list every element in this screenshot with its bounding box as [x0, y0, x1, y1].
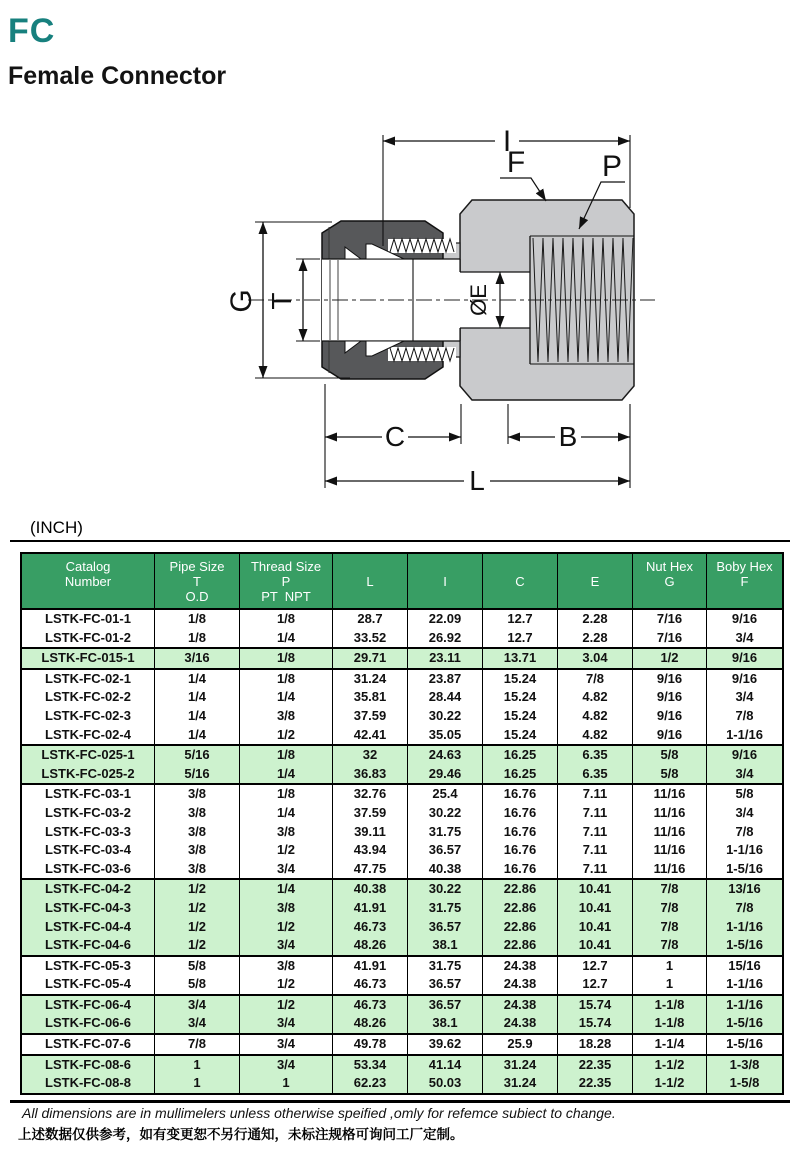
table-cell: 15.74 — [558, 1014, 633, 1033]
table-cell: 1-5/16 — [726, 860, 763, 876]
page-title: FC — [8, 12, 56, 50]
connector-diagram — [215, 110, 665, 520]
footer-note-chinese: 上述数据仅供参考，如有变更恕不另行通知，未标注规格可询问工厂定制。 — [18, 1127, 464, 1142]
table-cell: 36.57 — [408, 841, 483, 860]
table-cell: 15/16 — [728, 957, 761, 973]
table-cell: 1/2 — [155, 899, 240, 918]
table-row — [22, 726, 782, 745]
table-row — [22, 996, 782, 1015]
table-body — [22, 610, 782, 1093]
table-cell: 38.1 — [408, 1014, 483, 1033]
table-cell: 13/16 — [728, 881, 761, 897]
table-cell: 1 — [633, 957, 707, 976]
table-cell: 46.73 — [333, 918, 408, 937]
table-cell: 48.26 — [333, 936, 408, 955]
table-cell: 31.24 — [333, 670, 408, 689]
table-cell: 36.57 — [408, 975, 483, 994]
table-cell: 7/8 — [558, 670, 633, 689]
table-cell: 32 — [333, 746, 408, 765]
footer-note-english: All dimensions are in mullimelers unless otherwise speified ,omly for refemce subiect to change. — [22, 1105, 616, 1121]
table-cell: 22.09 — [408, 610, 483, 629]
table-cell: 40.38 — [333, 880, 408, 899]
table-row — [22, 957, 782, 976]
table-cell: 1 — [240, 1074, 333, 1093]
table-cell: 22.86 — [483, 936, 558, 955]
table-cell: 46.73 — [333, 996, 408, 1015]
table-cell: 5/16 — [155, 765, 240, 784]
table-cell: LSTK-FC-04-4 — [22, 918, 155, 937]
table-cell: 62.23 — [333, 1074, 408, 1093]
unit-label: (INCH) — [30, 518, 83, 537]
table-cell: 1 — [155, 1074, 240, 1093]
table-cell: 2.28 — [558, 629, 633, 648]
table-cell: 5/8 — [633, 765, 707, 784]
table-row — [22, 649, 782, 668]
table-row — [22, 841, 782, 860]
table-cell: 1/2 — [155, 936, 240, 955]
dim-label-B: B — [558, 421, 578, 452]
table-cell: 7/8 — [633, 918, 707, 937]
table-row — [22, 918, 782, 937]
table-row — [22, 804, 782, 823]
table-cell: 53.34 — [333, 1056, 408, 1075]
table-cell: 24.38 — [483, 1014, 558, 1033]
table-cell: 1-1/16 — [726, 918, 763, 934]
table-cell: 1/4 — [240, 880, 333, 899]
table-cell: 39.62 — [408, 1035, 483, 1054]
table-cell: 49.78 — [333, 1035, 408, 1054]
table-cell: 35.05 — [408, 726, 483, 745]
table-cell: 7.11 — [558, 841, 633, 860]
table-cell: 5/8 — [633, 746, 707, 765]
table-cell: 9/16 — [731, 611, 758, 626]
table-cell: 36.57 — [408, 996, 483, 1015]
table-cell: 7/8 — [155, 1035, 240, 1054]
table-cell: 16.25 — [483, 765, 558, 784]
table-cell: 10.41 — [558, 936, 633, 955]
table-cell: 16.25 — [483, 746, 558, 765]
table-cell: 7.11 — [558, 823, 633, 842]
table-cell: 7.11 — [558, 860, 633, 879]
table-cell: 32.76 — [333, 785, 408, 804]
table-cell: 40.38 — [408, 860, 483, 879]
table-cell: 24.38 — [483, 975, 558, 994]
table-cell: 1/2 — [240, 841, 333, 860]
table-cell: 16.76 — [483, 823, 558, 842]
row-group — [22, 785, 782, 880]
column-header: I — [408, 554, 483, 608]
table-cell: 1-1/16 — [726, 996, 763, 1012]
table-cell: 15.24 — [483, 688, 558, 707]
dim-label-P: P — [601, 150, 623, 183]
table-cell: 26.92 — [408, 629, 483, 648]
table-cell: 16.76 — [483, 785, 558, 804]
table-cell: 6.35 — [558, 746, 633, 765]
table-cell: 1/2 — [240, 918, 333, 937]
dim-label-C: C — [384, 421, 406, 452]
table-cell: 9/16 — [633, 670, 707, 689]
table-cell: 36.57 — [408, 918, 483, 937]
row-group — [22, 1056, 782, 1093]
table-cell: 31.24 — [483, 1074, 558, 1093]
dim-label-G: G — [225, 289, 258, 313]
table-cell: 11/16 — [633, 804, 707, 823]
table-cell: 1/8 — [240, 649, 333, 668]
table-cell: 29.46 — [408, 765, 483, 784]
table-row — [22, 785, 782, 804]
table-cell: LSTK-FC-015-1 — [22, 649, 155, 668]
table-cell: 3/8 — [240, 707, 333, 726]
table-row — [22, 823, 782, 842]
table-cell: 4.82 — [558, 688, 633, 707]
table-cell: 18.28 — [558, 1035, 633, 1054]
table-cell: 37.59 — [333, 707, 408, 726]
table-cell: 1/4 — [155, 688, 240, 707]
table-cell: 3/4 — [240, 1035, 333, 1054]
dim-label-E: ØE — [466, 284, 491, 316]
table-cell: LSTK-FC-025-2 — [22, 765, 155, 784]
table-cell: 25.4 — [408, 785, 483, 804]
table-cell: 31.75 — [408, 823, 483, 842]
table-cell: 1/8 — [240, 670, 333, 689]
table-header-row — [22, 554, 782, 610]
table-cell: 30.22 — [408, 804, 483, 823]
table-cell: 24.38 — [483, 996, 558, 1015]
column-header: C — [483, 554, 558, 608]
table-row — [22, 688, 782, 707]
table-cell: 13.71 — [483, 649, 558, 668]
table-cell: 42.41 — [333, 726, 408, 745]
table-cell: 1/8 — [155, 610, 240, 629]
table-cell: LSTK-FC-04-3 — [22, 899, 155, 918]
table-cell: 1-1/8 — [633, 1014, 707, 1033]
table-cell: 3/8 — [240, 823, 333, 842]
table-cell: LSTK-FC-08-6 — [22, 1056, 155, 1075]
row-group — [22, 649, 782, 670]
table-cell: 16.76 — [483, 804, 558, 823]
table-cell: 1/2 — [155, 880, 240, 899]
table-cell: 1/4 — [240, 688, 333, 707]
row-group — [22, 880, 782, 956]
table-cell: 1-5/16 — [726, 937, 763, 953]
table-cell: 7/8 — [633, 936, 707, 955]
table-cell: 25.9 — [483, 1035, 558, 1054]
table-cell: 35.81 — [333, 688, 408, 707]
table-cell: 16.76 — [483, 860, 558, 879]
table-cell: 1-3/8 — [729, 1056, 760, 1072]
column-header: Boby Hex F — [716, 559, 773, 589]
table-cell: 3/8 — [155, 860, 240, 879]
table-cell: 4.82 — [558, 707, 633, 726]
dim-label-I: I — [502, 125, 512, 158]
table-cell: 43.94 — [333, 841, 408, 860]
table-row — [22, 936, 782, 955]
table-cell: 1 — [155, 1056, 240, 1075]
table-cell: 7.11 — [558, 785, 633, 804]
table-cell: LSTK-FC-03-2 — [22, 804, 155, 823]
column-header: L — [333, 554, 408, 608]
table-cell: 3/8 — [155, 823, 240, 842]
table-cell: 7/16 — [633, 610, 707, 629]
table-cell: 2.28 — [558, 610, 633, 629]
table-cell: 29.71 — [333, 649, 408, 668]
table-cell: 22.86 — [483, 880, 558, 899]
table-cell: 7/8 — [735, 707, 754, 723]
table-cell: 3/8 — [240, 899, 333, 918]
row-group — [22, 670, 782, 746]
table-cell: 1/4 — [155, 726, 240, 745]
spec-table — [20, 552, 784, 1095]
row-group — [22, 996, 782, 1035]
table-cell: 16.76 — [483, 841, 558, 860]
table-cell: 15.24 — [483, 726, 558, 745]
table-cell: LSTK-FC-03-1 — [22, 785, 155, 804]
table-cell: 1/4 — [155, 707, 240, 726]
table-cell: 31.75 — [408, 899, 483, 918]
table-cell: 3.04 — [558, 649, 633, 668]
table-cell: 1/8 — [240, 746, 333, 765]
table-cell: 22.35 — [558, 1074, 633, 1093]
table-cell: 3/4 — [240, 860, 333, 879]
table-cell: LSTK-FC-02-1 — [22, 670, 155, 689]
table-cell: 3/16 — [155, 649, 240, 668]
table-cell: LSTK-FC-05-3 — [22, 957, 155, 976]
table-row — [22, 746, 782, 765]
table-cell: 3/8 — [155, 841, 240, 860]
table-cell: 9/16 — [731, 670, 758, 686]
table-cell: 7/8 — [735, 823, 754, 839]
table-row — [22, 1014, 782, 1033]
table-cell: 3/4 — [735, 629, 754, 645]
table-cell: 3/4 — [240, 1014, 333, 1033]
table-cell: 1-1/16 — [726, 976, 763, 992]
table-cell: 9/16 — [633, 707, 707, 726]
table-cell: 1-5/8 — [729, 1075, 760, 1091]
dim-label-F: F — [506, 146, 526, 179]
column-header: Catalog Number — [22, 554, 155, 608]
table-cell: 15.24 — [483, 670, 558, 689]
column-header: E — [558, 554, 633, 608]
divider-top — [10, 540, 790, 542]
table-cell: 1/8 — [155, 629, 240, 648]
table-cell: 12.7 — [558, 957, 633, 976]
table-cell: LSTK-FC-06-4 — [22, 996, 155, 1015]
table-cell: 1/2 — [240, 975, 333, 994]
row-group — [22, 1035, 782, 1056]
table-cell: 1-5/16 — [726, 1036, 763, 1052]
table-cell: 3/8 — [240, 957, 333, 976]
table-cell: 3/4 — [155, 1014, 240, 1033]
table-cell: LSTK-FC-03-3 — [22, 823, 155, 842]
table-cell: 11/16 — [633, 841, 707, 860]
table-cell: 11/16 — [633, 823, 707, 842]
table-cell: LSTK-FC-02-2 — [22, 688, 155, 707]
table-cell: 12.7 — [483, 629, 558, 648]
table-cell: 12.7 — [483, 610, 558, 629]
table-cell: LSTK-FC-01-1 — [22, 610, 155, 629]
table-cell: 3/8 — [155, 785, 240, 804]
table-row — [22, 670, 782, 689]
table-cell: 9/16 — [633, 688, 707, 707]
table-cell: 31.75 — [408, 957, 483, 976]
table-cell: 47.75 — [333, 860, 408, 879]
table-cell: 3/4 — [240, 936, 333, 955]
divider-bottom — [10, 1100, 790, 1103]
table-cell: 3/4 — [735, 689, 754, 705]
column-header: Pipe Size T O.D — [155, 554, 240, 608]
table-cell: 1/4 — [155, 670, 240, 689]
table-cell: 50.03 — [408, 1074, 483, 1093]
table-cell: LSTK-FC-03-6 — [22, 860, 155, 879]
table-cell: LSTK-FC-07-6 — [22, 1035, 155, 1054]
table-cell: 5/16 — [155, 746, 240, 765]
table-cell: 24.38 — [483, 957, 558, 976]
table-row — [22, 975, 782, 994]
column-header: Thread Size P PT NPT — [240, 554, 333, 608]
table-cell: 5/8 — [155, 957, 240, 976]
table-cell: LSTK-FC-03-4 — [22, 841, 155, 860]
table-cell: LSTK-FC-05-4 — [22, 975, 155, 994]
table-cell: LSTK-FC-01-2 — [22, 629, 155, 648]
table-cell: 41.91 — [333, 957, 408, 976]
table-cell: 1-1/16 — [726, 842, 763, 858]
table-cell: 7/16 — [633, 629, 707, 648]
table-cell: 5/8 — [155, 975, 240, 994]
table-cell: 12.7 — [558, 975, 633, 994]
table-row — [22, 610, 782, 629]
table-cell: 23.11 — [408, 649, 483, 668]
table-row — [22, 899, 782, 918]
table-cell: 1-1/4 — [633, 1035, 707, 1054]
table-cell: 1-1/8 — [633, 996, 707, 1015]
table-cell: 1-1/16 — [726, 726, 763, 742]
table-cell: 1/8 — [240, 610, 333, 629]
table-cell: 28.7 — [333, 610, 408, 629]
table-cell: 30.22 — [408, 880, 483, 899]
table-cell: 1/2 — [155, 918, 240, 937]
table-cell: 10.41 — [558, 880, 633, 899]
table-cell: LSTK-FC-04-6 — [22, 936, 155, 955]
table-cell: 9/16 — [731, 650, 758, 666]
table-cell: 9/16 — [633, 726, 707, 745]
table-cell: 7/8 — [633, 880, 707, 899]
table-cell: 37.59 — [333, 804, 408, 823]
table-row — [22, 880, 782, 899]
table-cell: LSTK-FC-08-8 — [22, 1074, 155, 1093]
dim-label-T: T — [266, 292, 297, 310]
table-cell: 33.52 — [333, 629, 408, 648]
table-cell: 22.86 — [483, 918, 558, 937]
table-cell: 1-1/2 — [633, 1074, 707, 1093]
table-cell: 46.73 — [333, 975, 408, 994]
table-cell: 30.22 — [408, 707, 483, 726]
table-cell: 10.41 — [558, 899, 633, 918]
table-cell: 1/2 — [240, 726, 333, 745]
table-cell: 1/4 — [240, 804, 333, 823]
table-row — [22, 1035, 782, 1054]
table-cell: LSTK-FC-02-4 — [22, 726, 155, 745]
table-cell: 22.35 — [558, 1056, 633, 1075]
table-cell: 1/2 — [633, 649, 707, 668]
table-cell: 39.11 — [333, 823, 408, 842]
table-cell: 1-1/2 — [633, 1056, 707, 1075]
row-group — [22, 746, 782, 785]
table-cell: 4.82 — [558, 726, 633, 745]
table-cell: 6.35 — [558, 765, 633, 784]
table-cell: 1/4 — [240, 765, 333, 784]
table-cell: 24.63 — [408, 746, 483, 765]
dim-label-L: L — [469, 465, 485, 496]
table-cell: 36.83 — [333, 765, 408, 784]
table-cell: 15.74 — [558, 996, 633, 1015]
table-row — [22, 765, 782, 784]
table-cell: 3/4 — [735, 765, 754, 781]
table-cell: LSTK-FC-06-6 — [22, 1014, 155, 1033]
table-row — [22, 1056, 782, 1075]
table-cell: 3/8 — [155, 804, 240, 823]
table-row — [22, 629, 782, 648]
table-cell: 28.44 — [408, 688, 483, 707]
table-cell: 11/16 — [633, 860, 707, 879]
table-cell: LSTK-FC-04-2 — [22, 880, 155, 899]
table-row — [22, 707, 782, 726]
table-cell: 23.87 — [408, 670, 483, 689]
table-cell: 7.11 — [558, 804, 633, 823]
table-row — [22, 860, 782, 879]
table-cell: 3/4 — [240, 1056, 333, 1075]
page-subtitle: Female Connector — [8, 62, 227, 90]
table-cell: LSTK-FC-025-1 — [22, 746, 155, 765]
table-cell: 41.91 — [333, 899, 408, 918]
table-cell: LSTK-FC-02-3 — [22, 707, 155, 726]
table-cell: 1/4 — [240, 629, 333, 648]
table-cell: 1 — [633, 975, 707, 994]
table-cell: 10.41 — [558, 918, 633, 937]
table-cell: 9/16 — [731, 747, 758, 763]
row-group — [22, 610, 782, 649]
table-cell: 15.24 — [483, 707, 558, 726]
table-cell: 41.14 — [408, 1056, 483, 1075]
table-cell: 1/8 — [240, 785, 333, 804]
table-cell: 1/2 — [240, 996, 333, 1015]
table-cell: 3/4 — [155, 996, 240, 1015]
column-header: Nut Hex G — [633, 554, 707, 608]
table-cell: 31.24 — [483, 1056, 558, 1075]
row-group — [22, 957, 782, 996]
table-cell: 11/16 — [633, 785, 707, 804]
table-cell: 48.26 — [333, 1014, 408, 1033]
table-cell: 7/8 — [633, 899, 707, 918]
table-cell: 5/8 — [735, 786, 754, 802]
table-cell: 7/8 — [735, 899, 754, 915]
table-cell: 22.86 — [483, 899, 558, 918]
table-cell: 1-5/16 — [726, 1015, 763, 1031]
table-row — [22, 1074, 782, 1093]
table-cell: 3/4 — [735, 804, 754, 820]
table-cell: 38.1 — [408, 936, 483, 955]
